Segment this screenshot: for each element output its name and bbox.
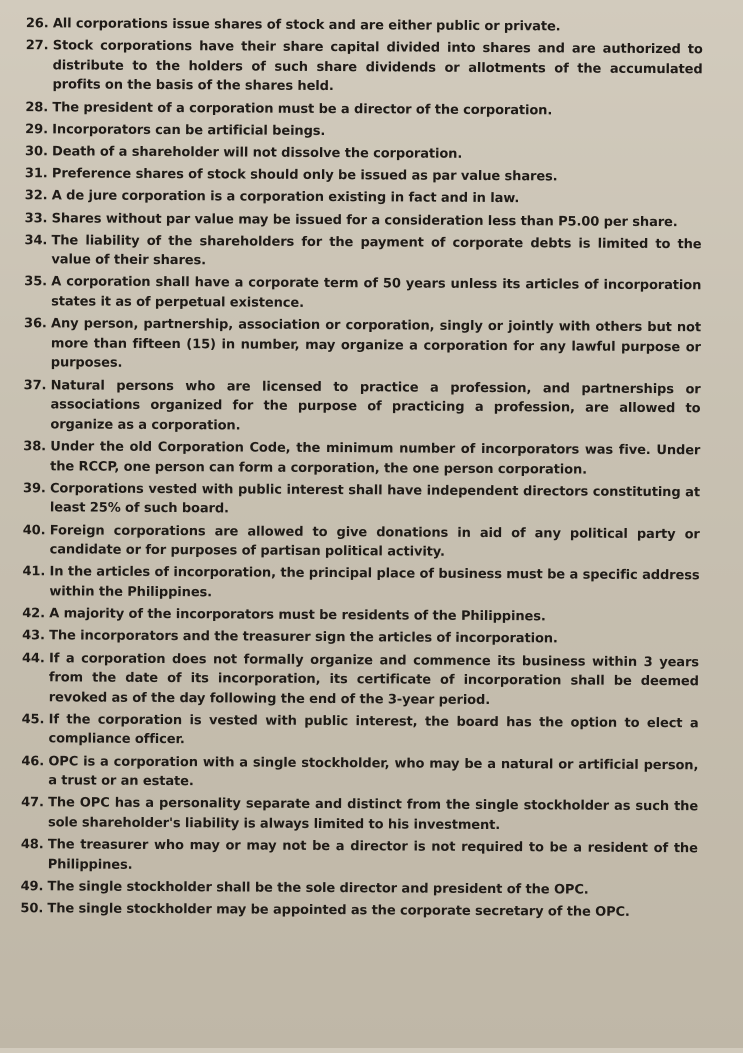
- item-text: Death of a shareholder will not dissolve the corporation.: [52, 144, 463, 162]
- item-number: 30.: [25, 144, 48, 160]
- item-text: The OPC has a personality separate and distinct from the single stockholder as such the sole shareholder's liability is always limited to his investment.: [47, 795, 699, 834]
- list-item: [23, 376, 700, 439]
- item-text: The liability of the shareholders for the payment of corporate debts is limited to the value of their shares.: [51, 233, 702, 269]
- item-text: Foreign corporations are allowed to give donations in aid of any political party or candidate or for purposes of partisan political activity.: [49, 522, 700, 560]
- item-text: OPC is a corporation with a single stockholder, who may be a natural or artificial person, a trust or an estate.: [48, 753, 699, 790]
- item-text: A majority of the incorporators must be residents of the Philippines.: [49, 606, 546, 625]
- list-item: [21, 752, 698, 795]
- list-item: [23, 437, 700, 480]
- list-item: [22, 604, 699, 628]
- list-item: [25, 209, 702, 233]
- item-number: 35.: [24, 274, 48, 290]
- item-text: Corporations vested with public interest shall have independent directors constituting at least 25% of such board.: [49, 481, 701, 517]
- item-number: 47.: [21, 795, 44, 811]
- list-item: [20, 899, 697, 923]
- item-text: The treasurer who may or may not be a director is not required to be a resident of the Philippines.: [47, 837, 698, 873]
- item-number: 31.: [24, 166, 48, 182]
- item-number: 50.: [20, 901, 44, 917]
- item-number: 39.: [22, 480, 46, 497]
- item-number: 34.: [24, 232, 48, 248]
- item-number: 48.: [20, 837, 44, 853]
- item-number: 46.: [21, 753, 45, 769]
- list-item: [21, 710, 698, 753]
- list-item: [24, 231, 701, 274]
- item-text: Under the old Corporation Code, the minimum number of incorporators was five. Under the RCCP, one person can form a corporation, the one person corporation.: [50, 439, 701, 478]
- list-item: [21, 877, 698, 901]
- list-item: [22, 649, 699, 712]
- item-text: Any person, partnership, association or corporation, singly or jointly with others but not more than fifteen (15) in number, may organize a corporation for any lawful purpose or purposes.: [50, 316, 702, 372]
- item-text: A de jure corporation is a corporation existing in fact and in law.: [51, 188, 520, 207]
- item-number: 32.: [24, 188, 48, 204]
- item-text: A corporation shall have a corporate term of 50 years unless its articles of incorporation states it as of perpetual existence.: [51, 274, 702, 311]
- item-number: 33.: [24, 210, 48, 226]
- item-text: In the articles of incorporation, the principal place of business must be a specific address within the Philippines.: [49, 564, 700, 601]
- item-text: Shares without par value may be issued for a consideration less than P5.00 per share.: [51, 210, 678, 230]
- item-number: 45.: [21, 712, 45, 728]
- item-text: The incorporators and the treasurer sign the articles of incorporation.: [49, 628, 558, 647]
- list-item: [25, 98, 702, 122]
- item-text: The president of a corporation must be a director of the corporation.: [52, 99, 553, 118]
- list-item: [24, 314, 701, 377]
- list-item: [25, 186, 702, 210]
- list-item: [22, 626, 699, 650]
- item-number: 37.: [23, 377, 47, 393]
- item-number: 40.: [22, 522, 46, 538]
- item-number: 36.: [23, 316, 47, 332]
- list-item: [22, 562, 699, 605]
- item-text: Stock corporations have their share capital divided into shares and are authorized to distribute to the holders of such share dividends or allotments of the accumulated profits on the basis of the shares held.: [52, 38, 703, 95]
- item-number: 42.: [22, 606, 46, 622]
- item-text: All corporations issue shares of stock and are either public or private.: [52, 16, 561, 35]
- list-item: [25, 142, 702, 166]
- list-item: [24, 273, 701, 316]
- list-item: [25, 120, 702, 144]
- list-item: [25, 164, 702, 188]
- item-number: 26.: [25, 16, 49, 32]
- item-number: 28.: [25, 99, 49, 115]
- item-text: If a corporation does not formally organize and commence its business within 3 years from the date of its incorporation, its certificate of incorporation shall be deemed revoked as of the day following the end of the 3-year period.: [48, 650, 700, 708]
- list-item: [25, 36, 702, 99]
- item-number: 27.: [25, 38, 49, 54]
- item-number: 41.: [22, 564, 46, 580]
- list-item: [21, 794, 698, 837]
- item-text: Preference shares of stock should only be issued as par value shares.: [51, 166, 558, 185]
- item-number: 43.: [22, 628, 45, 644]
- item-number: 49.: [20, 879, 44, 895]
- list-item: [23, 521, 700, 564]
- item-text: If the corporation is vested with public interest, the board has the option to elect a compliance officer.: [48, 712, 699, 748]
- item-number: 29.: [25, 121, 48, 138]
- list-item: [26, 14, 703, 38]
- item-text: Natural persons who are licensed to practice a profession, and partnerships or associations organized for the purpose of practicing a profession, are allowed to organize as a corporation.: [50, 377, 701, 434]
- item-text: The single stockholder shall be the sole director and president of the OPC.: [47, 879, 589, 898]
- item-number: 38.: [23, 439, 47, 455]
- item-text: The single stockholder may be appointed as the corporate secretary of the OPC.: [47, 901, 630, 921]
- list-item: [23, 479, 700, 522]
- list-item: [21, 835, 698, 878]
- item-number: 44.: [21, 650, 45, 666]
- item-text: Incorporators can be artificial beings.: [52, 122, 326, 139]
